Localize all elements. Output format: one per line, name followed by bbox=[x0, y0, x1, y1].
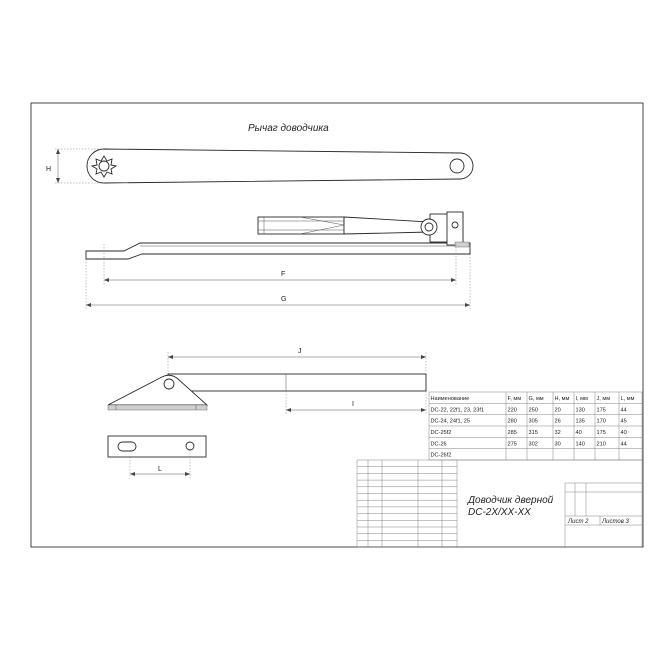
table-cell: 210 bbox=[596, 441, 606, 448]
dimension-f-label: F bbox=[281, 271, 286, 278]
dimension-i-label: I bbox=[352, 401, 354, 408]
table-cell: 220 bbox=[507, 407, 517, 414]
table-cell: 305 bbox=[528, 418, 538, 425]
table-cell: 175 bbox=[596, 429, 606, 436]
table-cell: 135 bbox=[575, 418, 585, 425]
table-cell: 44 bbox=[620, 407, 627, 414]
table-cell: DC-25f2 bbox=[430, 429, 452, 436]
table-cell: 20 bbox=[554, 407, 561, 414]
table-cell: DC-22, 22f1, 23, 23f1 bbox=[430, 407, 484, 414]
table-cell: 140 bbox=[575, 441, 585, 448]
table-cell: 175 bbox=[596, 407, 606, 414]
table-header-cell: F, мм bbox=[507, 396, 522, 402]
dimension-h-label: H bbox=[46, 166, 52, 173]
dimension-j bbox=[168, 348, 426, 374]
lever-side-view bbox=[86, 212, 470, 259]
table-cell: 130 bbox=[575, 407, 585, 414]
dimension-j-label: J bbox=[298, 348, 302, 355]
table-cell: 170 bbox=[596, 418, 606, 425]
mounting-plate-view bbox=[108, 436, 206, 457]
lever-top-view bbox=[87, 149, 473, 183]
table-cell: 40 bbox=[575, 429, 582, 436]
dimension-i bbox=[286, 391, 426, 414]
table-cell: 40 bbox=[620, 429, 627, 436]
table-cell: 32 bbox=[554, 429, 561, 436]
spec-table bbox=[429, 392, 642, 460]
product-name-line1: Доводчик дверной bbox=[468, 495, 554, 506]
table-cell: 30 bbox=[554, 441, 561, 448]
table-header-cell: J, мм bbox=[596, 396, 611, 402]
dimension-g bbox=[86, 254, 470, 310]
table-cell: 285 bbox=[507, 429, 517, 436]
table-cell: DC-26 bbox=[430, 441, 447, 448]
table-cell: 275 bbox=[507, 441, 517, 448]
dimension-g-label: G bbox=[281, 296, 287, 303]
sheet-number: Лист 2 bbox=[568, 519, 589, 525]
table-cell: DC-26f2 bbox=[430, 452, 452, 459]
table-header-cell: G, мм bbox=[528, 396, 544, 402]
table-header-cell: I, мм bbox=[575, 396, 588, 402]
bracket-arm-view bbox=[108, 374, 426, 410]
table-cell: 45 bbox=[620, 418, 627, 425]
dimension-l-label: L bbox=[158, 466, 162, 473]
product-name-line2: DC-2X/XX-XX bbox=[468, 507, 531, 518]
table-cell: 280 bbox=[507, 418, 517, 425]
table-header-cell: H, мм bbox=[554, 396, 570, 402]
table-cell: 250 bbox=[528, 407, 538, 414]
title-block bbox=[357, 460, 642, 547]
table-cell: 302 bbox=[528, 441, 538, 448]
table-cell: 26 bbox=[554, 418, 561, 425]
table-cell: 44 bbox=[620, 441, 627, 448]
table-cell: 315 bbox=[528, 429, 538, 436]
table-cell: DC-24, 24f1, 25 bbox=[430, 418, 470, 425]
table-header-cell: Наименование bbox=[430, 396, 470, 402]
drawing-title: Рычаг доводчика bbox=[248, 123, 329, 134]
table-header-cell: L, мм bbox=[620, 396, 635, 402]
sheet-count: Листов 3 bbox=[602, 519, 629, 525]
